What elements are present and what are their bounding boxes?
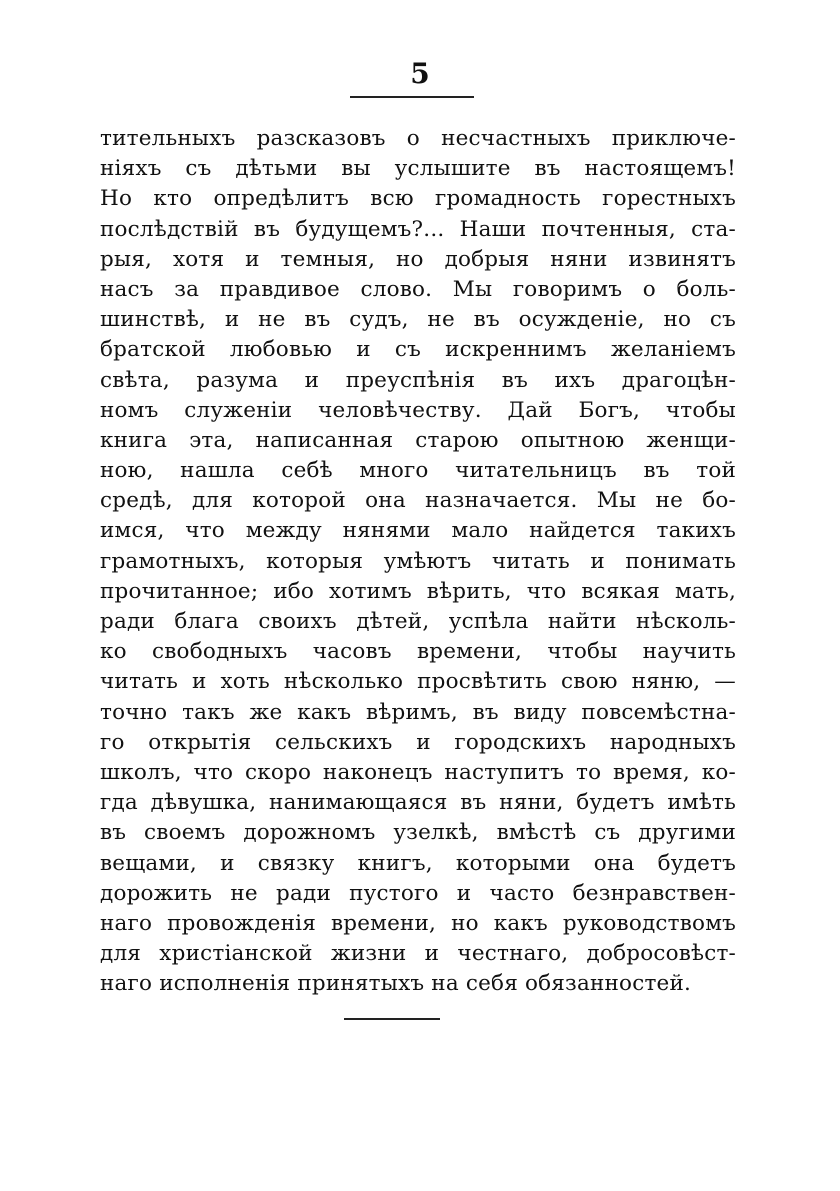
text-line: точно такъ же какъ вѣримъ, въ виду повсемѣстна- [100,699,736,725]
page-number: 5 [410,57,430,90]
footer-rule [344,1018,440,1020]
header-rule [350,96,474,98]
text-line: ною, нашла себѣ много читательницъ въ той [100,458,736,484]
body-text [100,124,736,999]
text-line: школъ, что скоро наконецъ наступитъ то время, ко- [100,759,736,785]
text-line: братской любовью и съ искреннимъ желаніемъ [100,337,736,363]
text-line: вещами, и связку книгъ, которыми она будетъ [100,850,736,876]
text-line: ніяхъ съ дѣтьми вы услышите въ настоящемъ! [100,156,736,182]
text-line: средѣ, для которой она назначается. Мы не бо- [100,488,736,514]
text-line: ко свободныхъ часовъ времени, чтобы научить [100,639,736,665]
text-line: прочитанное; ибо хотимъ вѣрить, что всякая мать, [100,578,736,604]
text-line: для христіанской жизни и честнаго, добросовѣст- [100,941,736,967]
text-line: дорожить не ради пустого и часто безнравствен- [100,880,736,906]
text-line: книга эта, написанная старою опытною женщи- [100,427,736,453]
text-line: ради блага своихъ дѣтей, успѣла найти нѣсколь- [100,609,736,634]
text-line: насъ за правдивое слово. Мы говоримъ о боль- [100,276,736,302]
text-line: рыя, хотя и темныя, но добрыя няни извинятъ [100,246,736,272]
text-line: наго исполненія принятыхъ на себя обязанностей. [100,971,692,997]
text-line: Но кто опредѣлитъ всю громадность горестныхъ [100,186,736,212]
text-line: свѣта, разума и преуспѣнія въ ихъ драгоцѣн- [100,367,736,393]
text-line: послѣдствій въ будущемъ?... Наши почтенныя, ста- [100,216,736,242]
text-line: шинствѣ, и не въ судъ, не въ осужденіе, но съ [100,307,736,333]
text-line: читать и хоть нѣсколько просвѣтить свою няню, — [100,669,736,695]
text-line: грамотныхъ, которыя умѣютъ читать и понимать [100,548,736,574]
text-line: въ своемъ дорожномъ узелкѣ, вмѣстѣ съ другими [100,820,736,846]
text-line: номъ служеніи человѣчеству. Дай Богъ, чтобы [100,397,736,423]
text-line: гда дѣвушка, нанимающаяся въ няни, будетъ имѣть [100,790,736,816]
text-line: наго провожденія времени, но какъ руководствомъ [100,910,736,936]
text-line: го открытія сельскихъ и городскихъ народныхъ [100,729,736,755]
text-line: тительныхъ разсказовъ о несчастныхъ приключе- [100,126,736,151]
text-line: имся, что между нянями мало найдется такихъ [100,518,736,544]
